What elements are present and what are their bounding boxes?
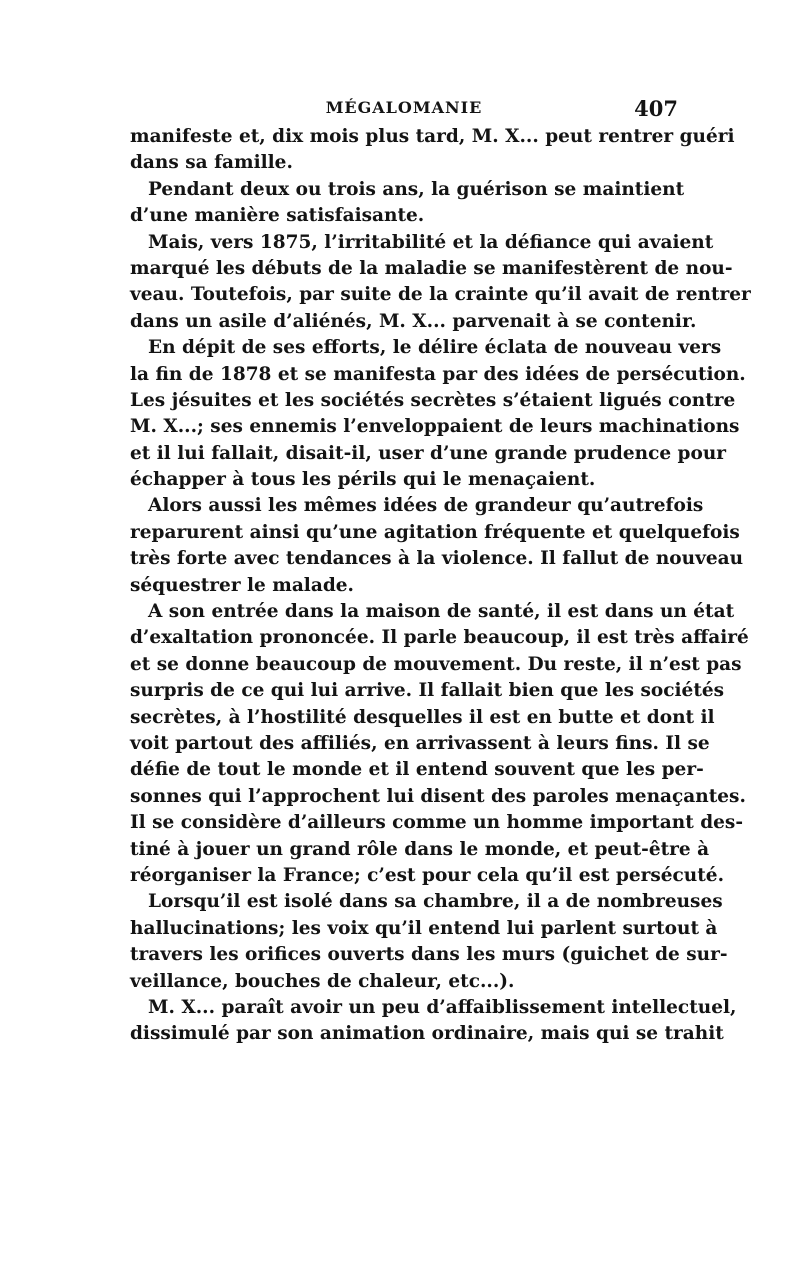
- text-line: dans un asile d’aliénés, M. X... parvenait à se contenir.: [130, 310, 697, 332]
- text-line: Il se considère d’ailleurs comme un homme important des-: [130, 812, 744, 834]
- text-line: très forte avec tendances à la violence. Il fallut de nouveau: [130, 548, 744, 570]
- text-line: secrètes, à l’hostilité desquelles il est en butte et dont il: [130, 706, 715, 728]
- text-line: hallucinations; les voix qu’il entend lui parlent surtout à: [130, 917, 718, 939]
- text-line: veillance, bouches de chaleur, etc...).: [130, 970, 515, 992]
- text-line: échapper à tous les périls qui le menaçaient.: [130, 469, 596, 491]
- text-line: d’exaltation prononcée. Il parle beaucoup, il est très affairé: [130, 627, 749, 649]
- text-line: sonnes qui l’approchent lui disent des paroles menaçantes.: [130, 785, 746, 807]
- text-line: d’une manière satisfaisante.: [130, 205, 425, 227]
- text-line: Alors aussi les mêmes idées de grandeur qu’autrefois: [148, 495, 704, 517]
- text-line: veau. Toutefois, par suite de la crainte qu’il avait de rentrer: [130, 284, 751, 306]
- text-line: A son entrée dans la maison de santé, il est dans un état: [148, 601, 735, 623]
- text-line: M. X... paraît avoir un peu d’affaiblissement intellectuel,: [148, 996, 737, 1018]
- text-line: dans sa famille.: [130, 152, 293, 174]
- text-line: reparurent ainsi qu’une agitation fréquente et quelquefois: [130, 521, 740, 543]
- body-text: [130, 124, 751, 1048]
- text-line: Les jésuites et les sociétés secrètes s’étaient ligués contre: [130, 389, 736, 411]
- text-line: réorganiser la France; c’est pour cela qu’il est persécuté.: [130, 864, 725, 886]
- text-line: M. X...; ses ennemis l’enveloppaient de leurs machinations: [130, 416, 740, 438]
- text-line: dissimulé par son animation ordinaire, mais qui se trahit: [130, 1023, 724, 1045]
- text-line: défie de tout le monde et il entend souvent que les per-: [130, 759, 704, 781]
- text-line: En dépit de ses efforts, le délire éclata de nouveau vers: [148, 337, 722, 359]
- text-line: manifeste et, dix mois plus tard, M. X... peut rentrer guéri: [130, 126, 735, 147]
- text-line: voit partout des affiliés, en arrivassent à leurs fins. Il se: [130, 732, 710, 754]
- text-line: travers les orifices ouverts dans les murs (guichet de sur-: [130, 944, 728, 966]
- text-line: Lorsqu’il est isolé dans sa chambre, il a de nombreuses: [148, 891, 723, 913]
- text-line: et se donne beaucoup de mouvement. Du reste, il n’est pas: [130, 653, 742, 675]
- text-line: la fin de 1878 et se manifesta par des idées de persécution.: [130, 363, 746, 385]
- text-line: surpris de ce qui lui arrive. Il fallait bien que les sociétés: [130, 680, 725, 702]
- page-header: [130, 98, 678, 122]
- text-line: Mais, vers 1875, l’irritabilité et la défiance qui avaient: [148, 231, 714, 253]
- text-line: et il lui fallait, disait-il, user d’une grande prudence pour: [130, 442, 727, 464]
- text-line: séquestrer le malade.: [130, 574, 354, 596]
- text-line: Pendant deux ou trois ans, la guérison se maintient: [148, 178, 685, 200]
- page-number: 407: [634, 96, 678, 121]
- text-line: marqué les débuts de la maladie se manifestèrent de nou-: [130, 257, 733, 279]
- text-line: tiné à jouer un grand rôle dans le monde, et peut-être à: [130, 838, 710, 860]
- running-title: MÉGALOMANIE: [325, 98, 483, 117]
